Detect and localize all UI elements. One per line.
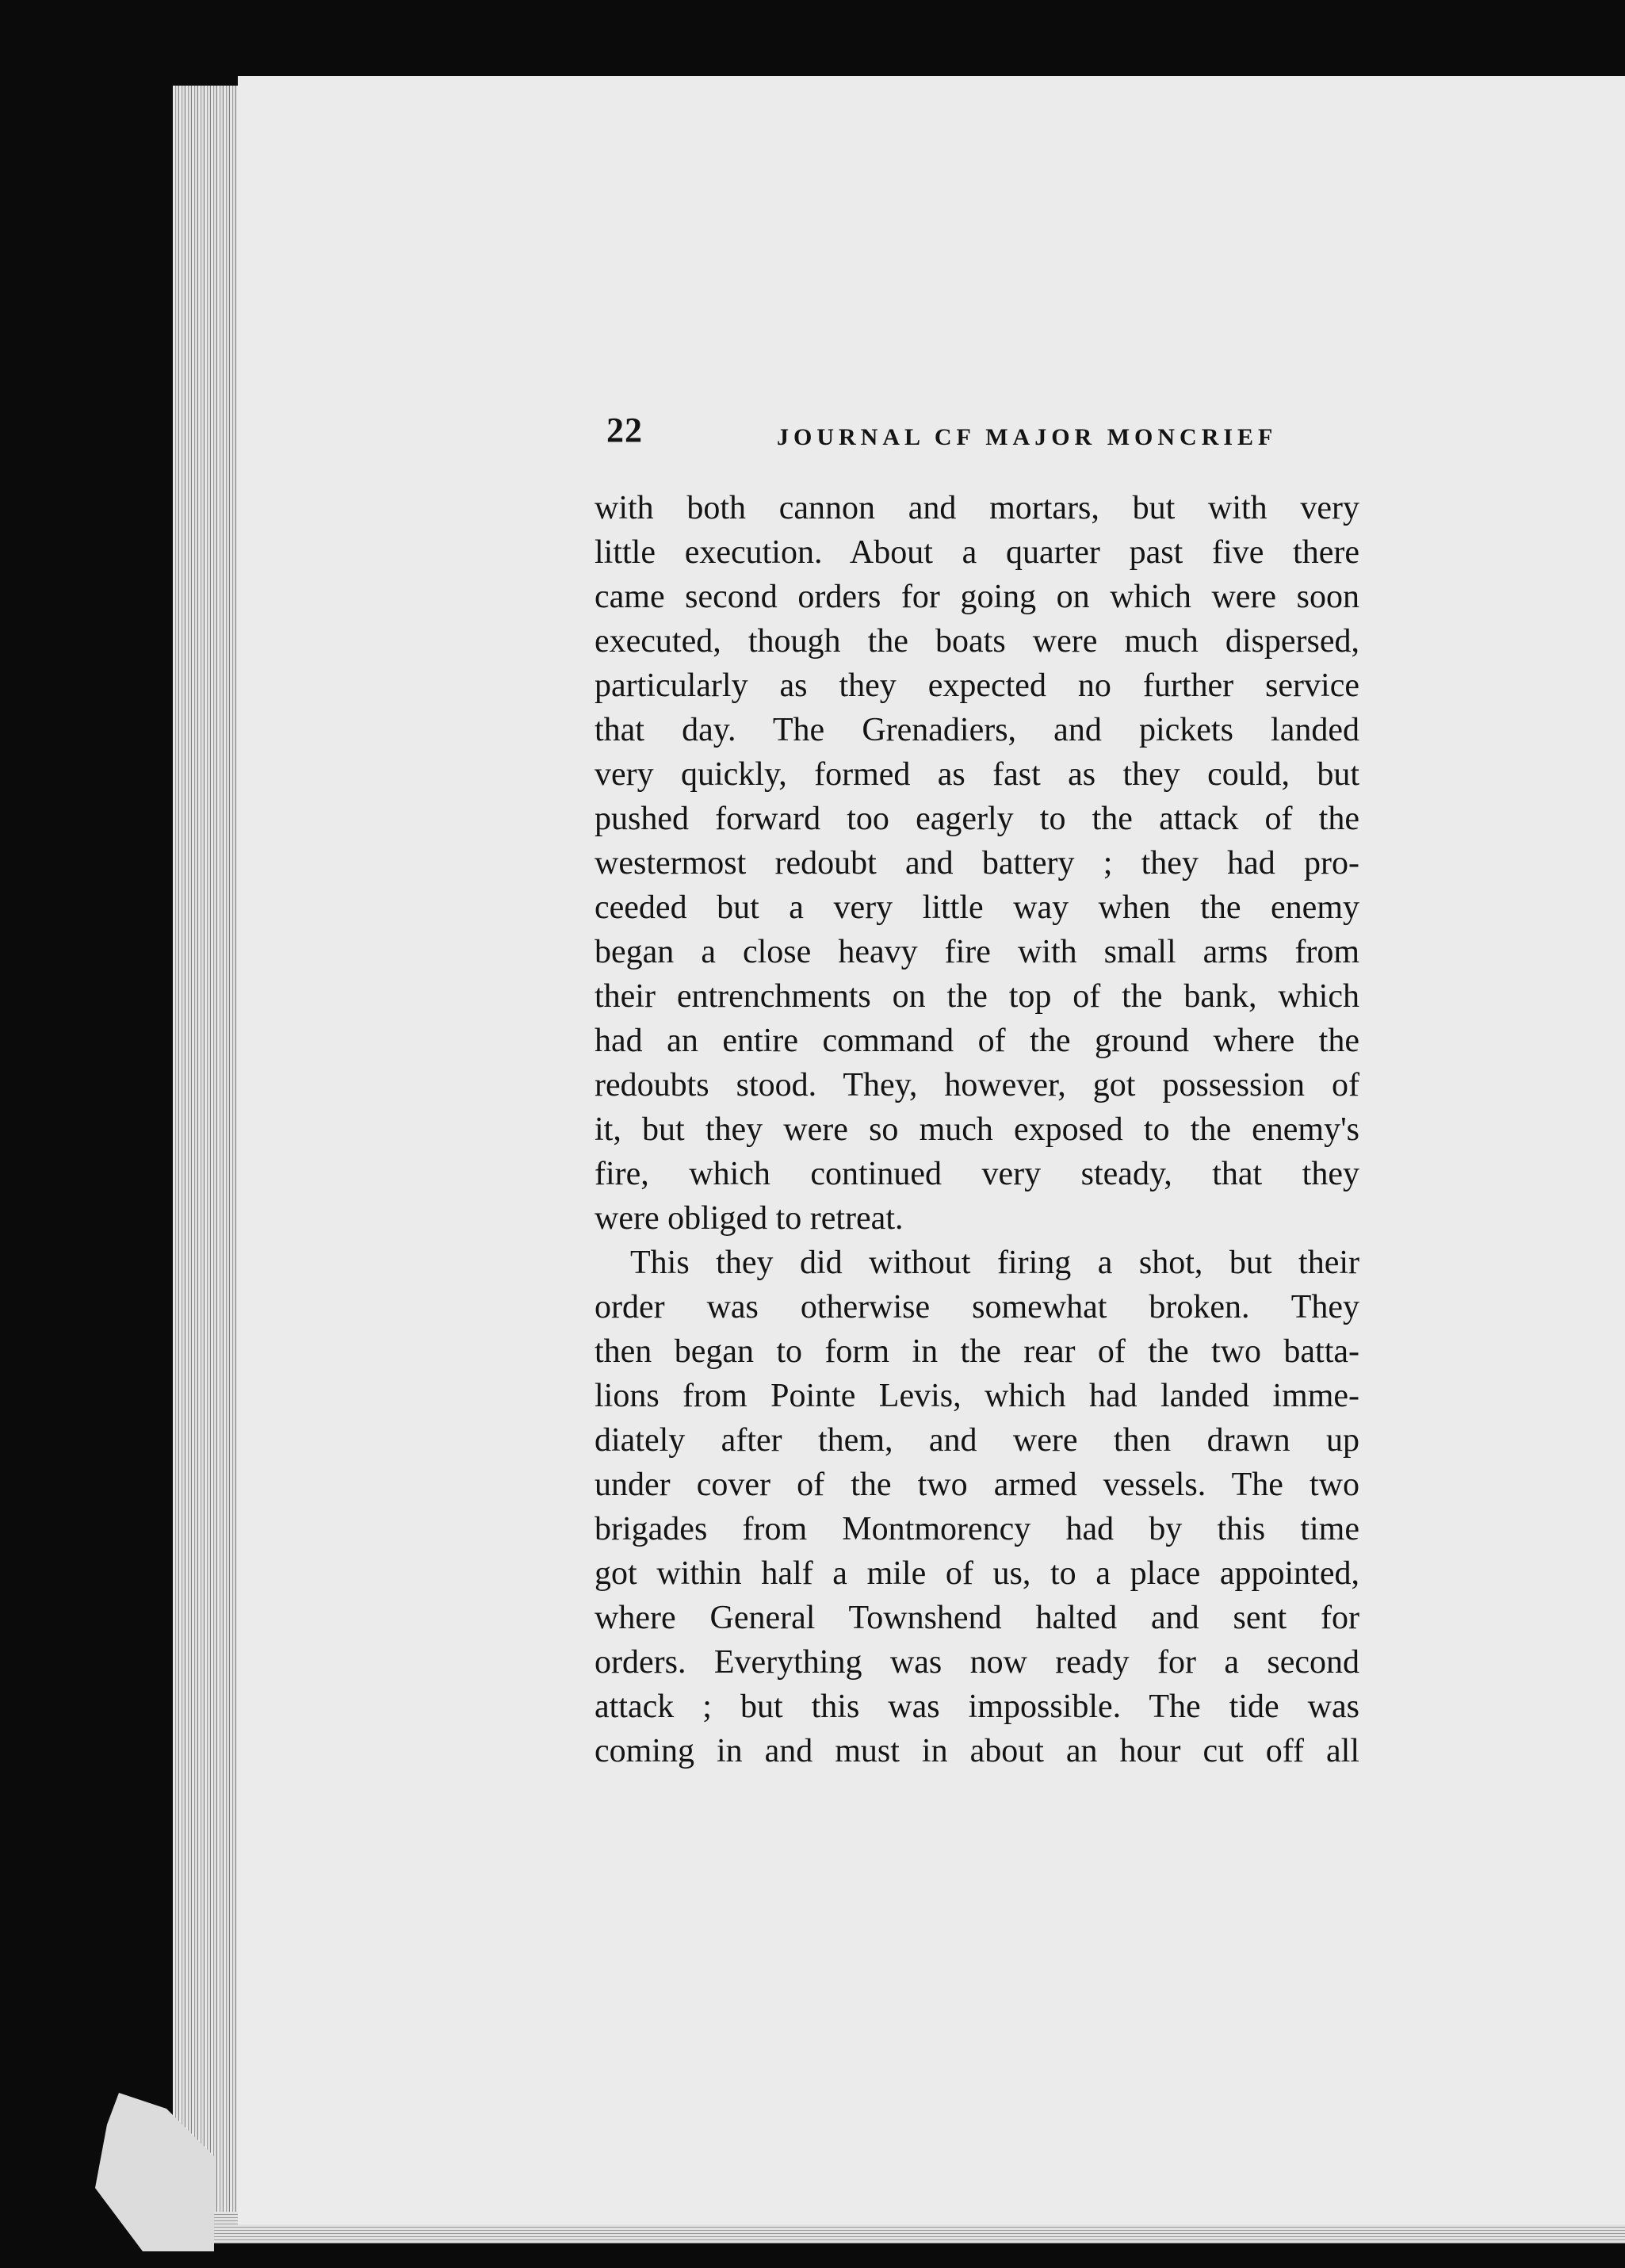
text-line: then began to form in the rear of the two batta- — [595, 1333, 1359, 1370]
text-line: attack ; but this was impossible. The tide was — [595, 1689, 1359, 1725]
text-line: that day. The Grenadiers, and pickets landed — [595, 712, 1359, 748]
text-line: coming in and must in about an hour cut off all — [595, 1733, 1359, 1769]
text-line: brigades from Montmorency had by this time — [595, 1511, 1359, 1547]
text-line: little execution. About a quarter past five there — [595, 534, 1359, 571]
text-line: pushed forward too eagerly to the attack of the — [595, 801, 1359, 837]
paragraph-2 — [595, 1241, 1375, 1773]
text-line: it, but they were so much exposed to the enemy's — [595, 1111, 1359, 1148]
running-head — [595, 400, 1375, 472]
text-line: had an entire command of the ground where the — [595, 1023, 1359, 1059]
text-line: with both cannon and mortars, but with very — [595, 490, 1359, 526]
text-line: westermost redoubt and battery ; they had pro- — [595, 845, 1359, 882]
page-number: 22 — [606, 411, 643, 449]
paragraph-1 — [595, 486, 1375, 1241]
text-line: came second orders for going on which were soon — [595, 579, 1359, 615]
text-line: began a close heavy fire with small arms from — [595, 934, 1359, 970]
text-line: were obliged to retreat. — [595, 1200, 904, 1237]
page-text-block — [595, 400, 1375, 1773]
text-line: ceeded but a very little way when the enemy — [595, 889, 1359, 926]
text-line: fire, which continued very steady, that they — [595, 1156, 1359, 1192]
text-line: got within half a mile of us, to a place appointed, — [595, 1555, 1359, 1592]
text-line: This they did without firing a shot, but their — [630, 1245, 1359, 1281]
text-line: very quickly, formed as fast as they could, but — [595, 756, 1359, 793]
text-line: order was otherwise somewhat broken. They — [595, 1289, 1359, 1325]
body-text — [595, 486, 1375, 1773]
text-line: where General Townshend halted and sent for — [595, 1600, 1359, 1636]
text-line: their entrenchments on the top of the bank, which — [595, 978, 1359, 1015]
text-line: lions from Pointe Levis, which had landed imme- — [595, 1378, 1359, 1414]
text-line: particularly as they expected no further service — [595, 667, 1359, 704]
text-line: redoubts stood. They, however, got possession of — [595, 1067, 1359, 1103]
text-line: under cover of the two armed vessels. The two — [595, 1467, 1359, 1503]
running-head-title: JOURNAL CF MAJOR MONCRIEF — [777, 424, 1278, 450]
text-line: executed, though the boats were much dispersed, — [595, 623, 1359, 660]
text-line: diately after them, and were then drawn up — [595, 1422, 1359, 1459]
text-line: orders. Everything was now ready for a second — [595, 1644, 1359, 1681]
